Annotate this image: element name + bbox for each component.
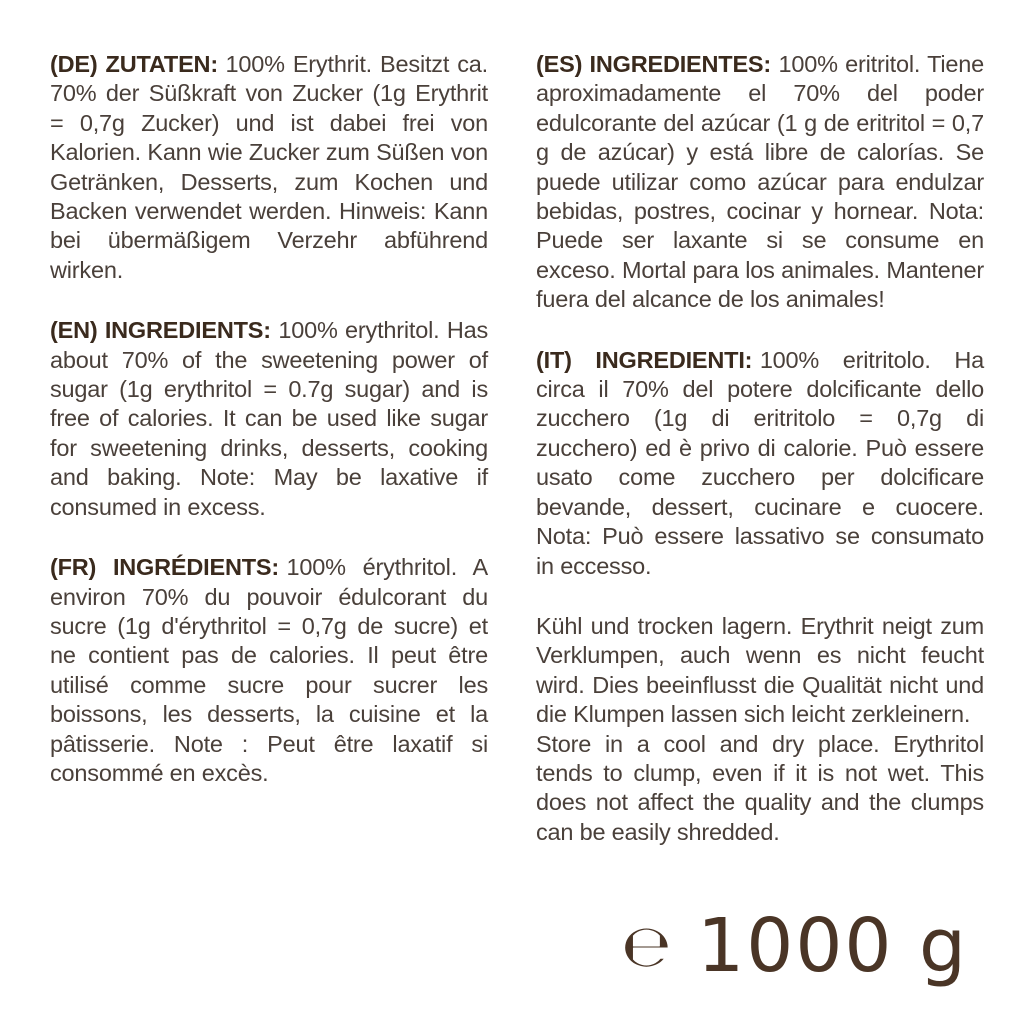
section-fr-heading: (FR) INGRÉDIENTS:: [50, 554, 279, 581]
right-column: [536, 50, 984, 878]
section-es-body: 100% eritritol. Tiene aproximadamente el 70% del poder edulcorante del azúcar (1 g de eritritol = 0,7 g de azúcar) y está libre de calorías. Se puede utilizar como azúcar para endulzar bebidas, postres, cocinar y hornear. Nota: Puede ser laxante si se consume en exceso. Mortal para los animales. Mantener fuera del alcance de los animales!: [536, 51, 984, 313]
section-en-body: 100% erythritol. Has about 70% of the sweetening power of sugar (1g erythritol = 0.7g sugar) and is free of calories. It can be used like sugar for sweetening drinks, desserts, cooking and baking. Note: May be laxative if consumed in excess.: [50, 317, 489, 520]
section-fr-body: 100% érythritol. A environ 70% du pouvoir édulcorant du sucre (1g d'érythritol = 0,7g de sucre) et ne contient pas de calories. Il peut être utilisé comme sucre pour sucrer les boissons, les desserts, la cuisine et la pâtisserie. Note : Peut être laxatif si consommé en excès.: [50, 554, 488, 786]
storage-note-en: [536, 730, 984, 848]
section-de-body: 100% Erythrit. Besitzt ca. 70% der Süßkraft von Zucker (1g Erythrit = 0,7g Zucker) und ist dabei frei von Kalorien. Kann wie Zucker zum Süßen von Getränken, Desserts, zum Kochen und Backen verwendet werden. Hinweis: Kann bei übermäßigem Verzehr abführend wirken.: [50, 51, 488, 283]
section-it-ingredients: [536, 346, 984, 581]
section-en-heading: (EN) INGREDIENTS:: [50, 317, 271, 344]
storage-note-en-text: Store in a cool and dry place. Erythritol tends to clump, even if it is not wet. This does not affect the quality and the clumps can be easily shredded.: [536, 730, 984, 845]
net-weight: [621, 903, 968, 989]
section-it-heading: (IT) INGREDIENTI:: [536, 346, 753, 373]
section-de-ingredients: [50, 50, 488, 285]
section-it-body: 100% eritritolo. Ha circa il 70% del potere dolcificante dello zucchero (1g di eritritolo = 0,7g di zucchero) ed è privo di calorie. Può essere usato come zucchero per dolcificare bevande, dessert, cucinare e cuocere. Nota: Può essere lassativo se consumato in eccesso.: [536, 346, 985, 579]
storage-note-de-text: Kühl und trocken lagern. Erythrit neigt zum Verklumpen, auch wenn es nicht feucht wird. Dies beeinflusst die Qualität nicht und die Klumpen lassen sich leicht zerkleinern.: [536, 612, 984, 728]
storage-note-de: [536, 612, 984, 730]
net-weight-value: 1000 g: [697, 903, 968, 989]
estimated-sign: ℮: [621, 912, 674, 980]
section-es-heading: (ES) INGREDIENTES:: [536, 51, 772, 77]
section-fr-ingredients: [50, 553, 488, 788]
section-en-ingredients: [50, 316, 488, 522]
section-de-heading: (DE) ZUTATEN:: [50, 51, 218, 77]
section-es-ingredients: [536, 50, 984, 315]
left-column: [50, 50, 488, 878]
